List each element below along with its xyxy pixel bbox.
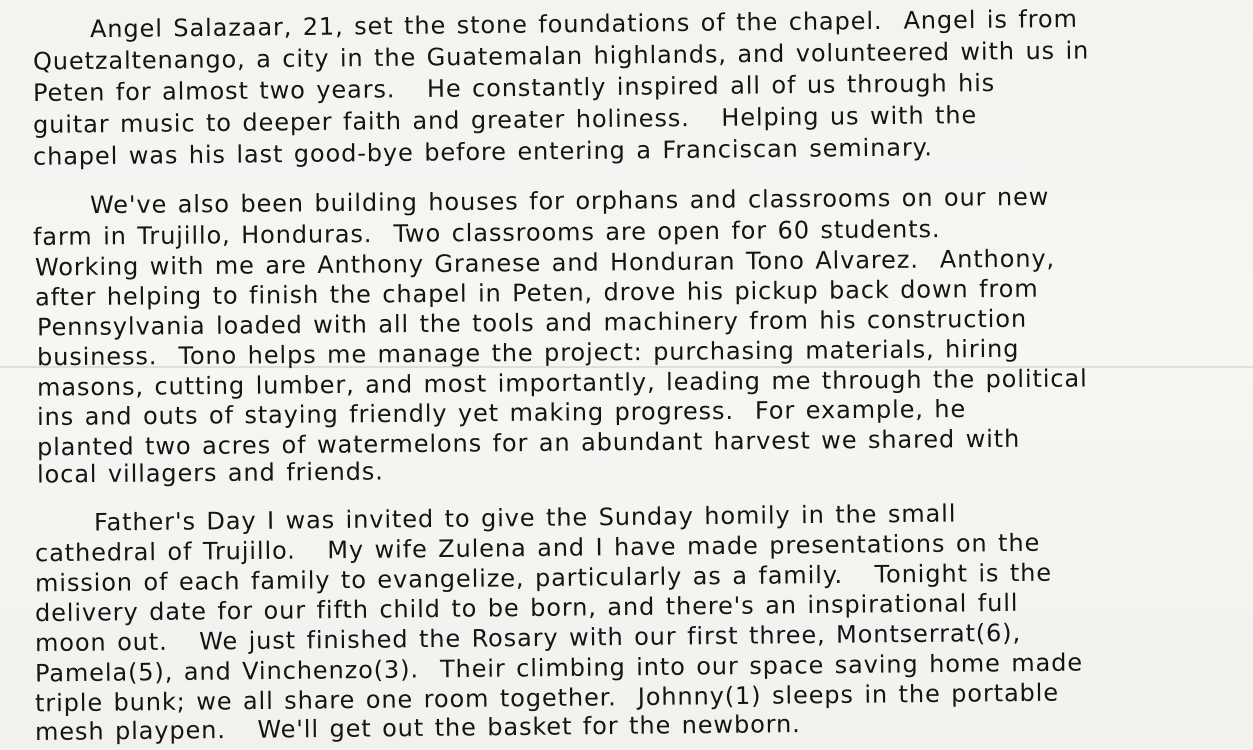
text-line: mesh playpen. We'll get out the basket for the newborn. [34,709,801,747]
text-line: triple bunk; we all share one room together. Johnny(1) sleeps in the portable [34,678,1060,718]
text-line: business. Tono helps me manage the project: purchasing materials, hiring [36,334,1020,372]
text-line: Father's Day I was invited to give the Sunday homily in the small [93,499,957,537]
text-line: moon out. We just finished the Rosary with our first three, Montserrat(6), [34,618,1022,658]
text-line: Quetzaltenango, a city in the Guatemalan highlands, and volunteered with us in [32,36,1090,76]
text-line: Peten for almost two years. He constantly inspired all of us through his [32,68,996,108]
text-line: Working with me are Anthony Granese and Honduran Tono Alvarez. Anthony, [34,244,1056,282]
text-line: mission of each family to evangelize, particularly as a family. Tonight is the [34,558,1053,598]
text-line: cathedral of Trujillo. My wife Zulena and I have made presentations on the [34,528,1041,568]
text-line: guitar music to deeper faith and greater holiness. Helping us with the [32,101,978,139]
text-line: Pamela(5), and Vinchenzo(3). Their climbing into our space saving home made [34,648,1084,688]
text-line: Angel Salazaar, 21, set the stone foundations of the chapel. Angel is from [89,4,1078,44]
text-line: after helping to finish the chapel in Peten, drove his pickup back down from [34,274,1039,312]
text-line: farm in Trujillo, Honduras. Two classrooms are open for 60 students. [32,215,941,251]
text-line: We've also been building houses for orphans and classrooms on our new [89,182,1050,220]
text-line: masons, cutting lumber, and most importantly, leading me through the political [36,364,1088,402]
text-line: delivery date for our fifth child to be born, and there's an inspirational full [34,588,1019,628]
text-line: chapel was his last good-bye before entering a Franciscan seminary. [32,133,933,171]
text-line: planted two acres of watermelons for an abundant harvest we shared with [36,424,1021,462]
text-line: ins and outs of staying friendly yet making progress. For example, he [36,394,967,432]
text-line: local villagers and friends. [36,457,384,489]
text-line: Pennsylvania loaded with all the tools and machinery from his construction [36,304,1028,342]
